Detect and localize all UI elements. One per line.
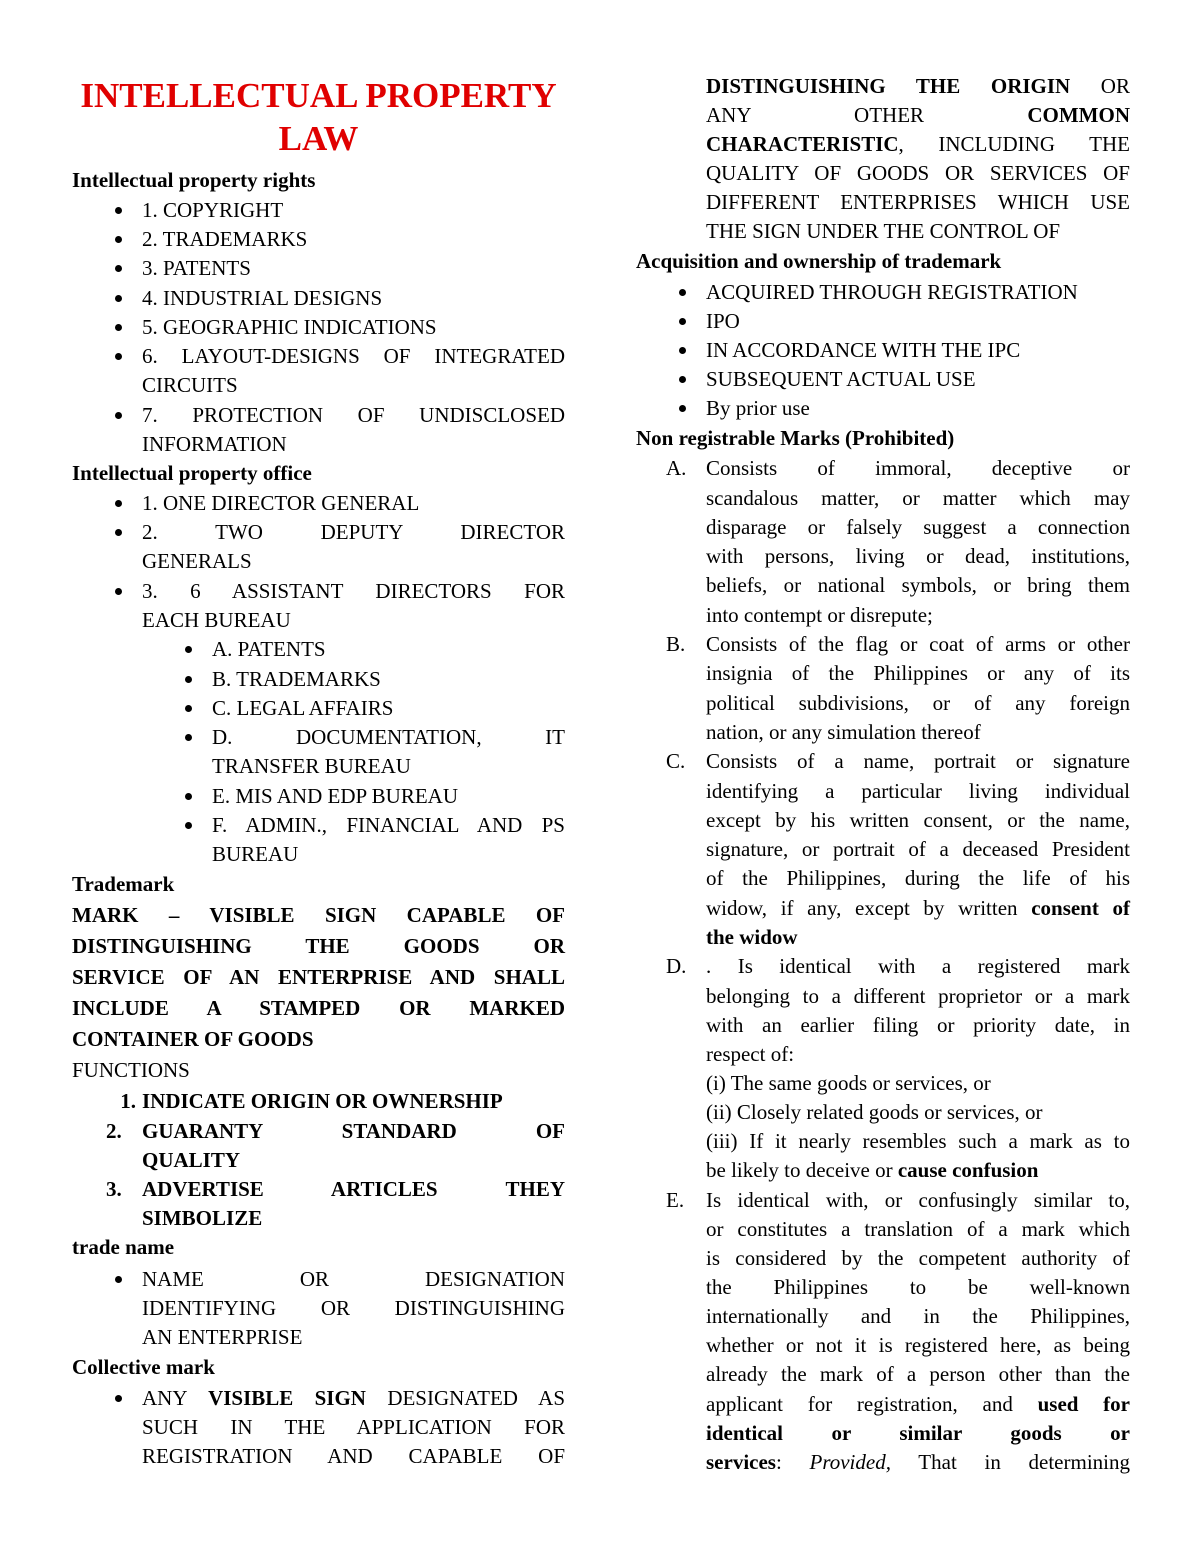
item-letter: C. [666,749,686,773]
list-item-cont: IDENTIFYING OR DISTINGUISHING [142,1296,565,1320]
nonreg-item-c: C. Consists of a name, portrait or signature [706,747,1130,776]
function-item: 2. GUARANTY STANDARD OF [142,1117,565,1146]
functions-label: FUNCTIONS [72,1058,190,1082]
page-title-line2: LAW [278,119,359,158]
nonreg-line: belonging to a different proprietor or a mark [706,984,1130,1008]
trademark-definition-line: MARK – VISIBLE SIGN CAPABLE OF [72,903,565,927]
nonreg-line: with persons, living or dead, institutions, [706,544,1130,568]
nonreg-line: the widow [706,925,798,949]
nonreg-line: nation, or any simulation thereof [706,720,981,744]
collective-mark-cont: ANY OTHER COMMON [706,103,1130,127]
nonreg-line: is considered by the competent authority of [706,1246,1130,1270]
collective-mark-heading: Collective mark [72,1355,215,1379]
nonreg-line: of the Philippines, during the life of his [706,866,1130,890]
nonreg-item-d: D. . Is identical with a registered mark [706,952,1130,981]
function-item-cont: SIMBOLIZE [142,1206,263,1230]
function-item-cont: QUALITY [142,1148,241,1172]
sub-list-item-cont: BUREAU [212,842,299,866]
nonregistrable-heading: Non registrable Marks (Prohibited) [636,426,955,450]
list-item: 1. ONE DIRECTOR GENERAL [142,489,419,518]
list-item-cont: GENERALS [142,549,252,573]
nonreg-line: applicant for registration, and used for [706,1392,1130,1416]
nonreg-line: identical or similar goods or [706,1421,1130,1445]
list-item-cont: INFORMATION [142,432,287,456]
trademark-heading: Trademark [72,872,175,896]
list-item-cont: CIRCUITS [142,373,238,397]
nonreg-line: be likely to deceive or cause confusion [706,1158,1039,1182]
sub-list-item: A. PATENTS [212,635,326,664]
nonreg-line: widow, if any, except by written consent of [706,896,1130,920]
collective-mark-cont: THE SIGN UNDER THE CONTROL OF [706,219,1061,243]
list-item: 5. GEOGRAPHIC INDICATIONS [142,313,437,342]
nonreg-line: whether or not it is registered here, as being [706,1333,1130,1357]
nonreg-line: into contempt or disrepute; [706,603,933,627]
nonreg-line: with an earlier filing or priority date, in [706,1013,1130,1037]
sub-list-item: B. TRADEMARKS [212,665,381,694]
list-item: ANY VISIBLE SIGN DESIGNATED AS [142,1384,565,1413]
function-number: 3. [106,1177,122,1201]
function-item: 1. INDICATE ORIGIN OR OWNERSHIP [142,1087,503,1116]
item-letter: B. [666,632,686,656]
list-item: 3. 6 ASSISTANT DIRECTORS FOR [142,577,565,606]
page-title-line1: INTELLECTUAL PROPERTY [80,76,557,115]
trademark-definition-line: INCLUDE A STAMPED OR MARKED [72,996,565,1020]
nonreg-line: insignia of the Philippines or any of its [706,661,1130,685]
trademark-definition-line: DISTINGUISHING THE GOODS OR [72,934,565,958]
list-item-cont: EACH BUREAU [142,608,291,632]
sub-list-item: E. MIS AND EDP BUREAU [212,782,458,811]
list-item: 3. PATENTS [142,254,251,283]
list-item: 2. TRADEMARKS [142,225,307,254]
sub-list-item: C. LEGAL AFFAIRS [212,694,393,723]
sub-list-item: D. DOCUMENTATION, IT [212,723,565,752]
list-item: 6. LAYOUT-DESIGNS OF INTEGRATED [142,342,565,371]
list-item: ACQUIRED THROUGH REGISTRATION [706,278,1078,307]
sub-list-item: F. ADMIN., FINANCIAL AND PS [212,811,565,840]
item-letter: A. [666,456,687,480]
list-item-cont: AN ENTERPRISE [142,1325,303,1349]
list-item: 1. COPYRIGHT [142,196,283,225]
nonreg-item-a: A. Consists of immoral, deceptive or [706,454,1130,483]
nonreg-line: or constitutes a translation of a mark which [706,1217,1130,1241]
nonreg-line: except by his written consent, or the name, [706,808,1130,832]
nonreg-line: identifying a particular living individual [706,779,1130,803]
nonreg-line: (iii) If it nearly resembles such a mark as to [706,1129,1130,1153]
collective-mark-cont: QUALITY OF GOODS OR SERVICES OF [706,161,1130,185]
nonreg-line: services: Provided, That in determining [706,1450,1130,1474]
trademark-definition-line: CONTAINER OF GOODS [72,1027,314,1051]
nonreg-item-b: B. Consists of the flag or coat of arms or other [706,630,1130,659]
nonreg-line: respect of: [706,1042,795,1066]
nonreg-line: disparage or falsely suggest a connection [706,515,1130,539]
list-item: IPO [706,307,740,336]
nonreg-line: internationally and in the Philippines, [706,1304,1130,1328]
list-item: 2. TWO DEPUTY DIRECTOR [142,518,565,547]
list-item: NAME OR DESIGNATION [142,1265,565,1294]
sub-list-item-cont: TRANSFER BUREAU [212,754,411,778]
collective-mark-cont: DIFFERENT ENTERPRISES WHICH USE [706,190,1130,214]
trademark-definition-line: SERVICE OF AN ENTERPRISE AND SHALL [72,965,565,989]
item-letter: E. [666,1188,685,1212]
nonreg-line: political subdivisions, or of any foreign [706,691,1130,715]
function-number: 1. [120,1089,136,1113]
list-item: 4. INDUSTRIAL DESIGNS [142,284,382,313]
list-item: IN ACCORDANCE WITH THE IPC [706,336,1020,365]
list-item: SUBSEQUENT ACTUAL USE [706,365,976,394]
acquisition-heading: Acquisition and ownership of trademark [636,249,1002,273]
nonreg-line: scandalous matter, or matter which may [706,486,1130,510]
nonreg-line: (ii) Closely related goods or services, or [706,1100,1043,1124]
trade-name-heading: trade name [72,1235,175,1259]
item-letter: D. [666,954,687,978]
collective-mark-cont: DISTINGUISHING THE ORIGIN OR [706,74,1130,98]
collective-mark-cont: CHARACTERISTIC, INCLUDING THE [706,132,1130,156]
function-number: 2. [106,1119,122,1143]
nonreg-line: signature, or portrait of a deceased President [706,837,1130,861]
list-item: By prior use [706,394,810,423]
list-item-cont: REGISTRATION AND CAPABLE OF [142,1444,565,1468]
nonreg-line: the Philippines to be well-known [706,1275,1130,1299]
nonreg-line: (i) The same goods or services, or [706,1071,991,1095]
ip-office-heading: Intellectual property office [72,461,312,485]
nonreg-item-e: E. Is identical with, or confusingly similar to, [706,1186,1130,1215]
list-item-cont: SUCH IN THE APPLICATION FOR [142,1415,565,1439]
function-item: 3. ADVERTISE ARTICLES THEY [142,1175,565,1204]
ip-rights-heading: Intellectual property rights [72,168,316,192]
nonreg-line: beliefs, or national symbols, or bring them [706,573,1130,597]
nonreg-line: already the mark of a person other than the [706,1362,1130,1386]
list-item: 7. PROTECTION OF UNDISCLOSED [142,401,565,430]
